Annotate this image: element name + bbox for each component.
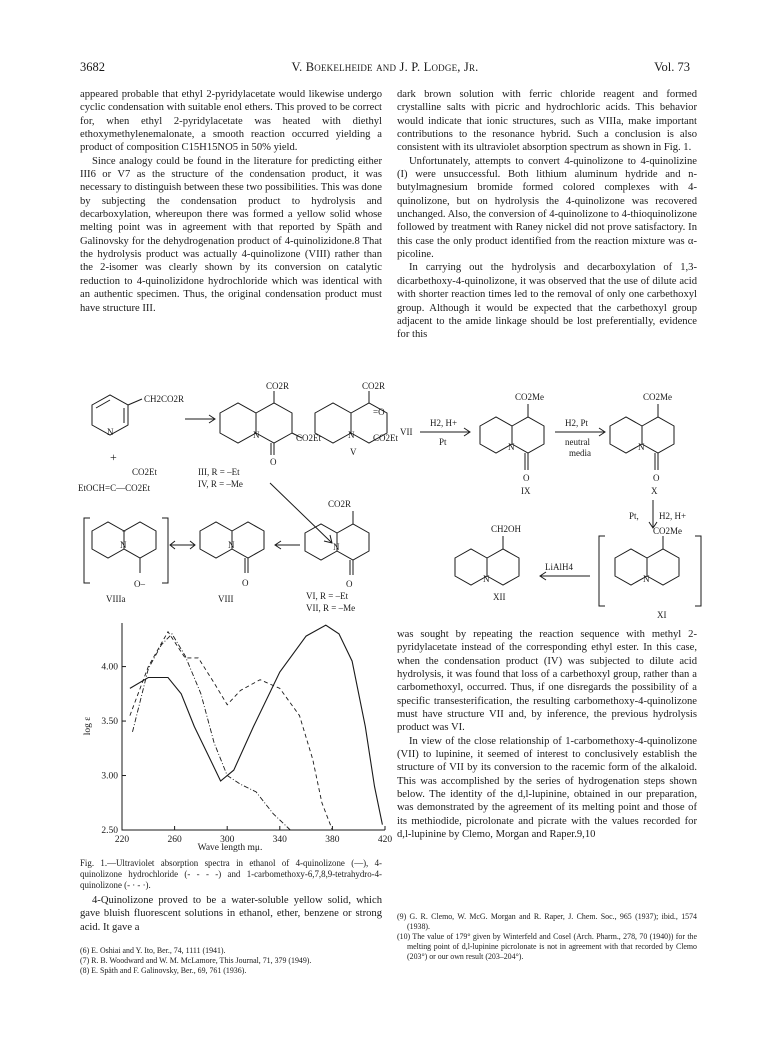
scheme-label: O [242,578,249,588]
paragraph: In view of the close relationship of 1-carbomethoxy-4-quinolizone (VII) to lupinine, it seemed of interest to conclusively establish the structure of VII by its conversion to the racemic form of the alkaloid. This was accomplished by the series of hydrogenation steps shown below. The identity of the d,l-lupinine, obtained in our preparation, was demonstrated by the agreement of its melting point and those of its methiodide, picrolonate and picrate with the values recorded for d,l-lupinine by Clemo, Morgan and Raper.9,10 [397,735,697,841]
scheme-label: XII [493,592,506,602]
page-header [80,60,690,78]
scheme-label: O [270,457,277,467]
scheme-label: H2, H+ [659,511,687,521]
scheme-label: VII [400,427,413,437]
x-axis-label: Wave length mμ. [197,843,263,853]
footnote: (10) The value of 179° given by Winterfeld and Cosel (Arch. Pharm., 278, 70 (1940)) for the melting point of d,l-lupinine picrolonate is not in agreement with that recorded by Clemo (203°) or our own result (203–204°). [397,932,697,961]
paragraph: was sought by repeating the reaction sequence with methyl 2-pyridylacetate instead of the corresponding ethyl ester. In this case, when the condensation product (IV) was subjected to dilute acid hydrolysis, it was found that loss of a carbethoxyl group, rather than a carbomethoxyl, occurred. Thus, if one disregards the possibility of a specific transesterification, the resulting carbomethoxy-4-quinolizone must have structure VII and, by inference, the previous hydrolysis product was VI. [397,629,697,734]
x-tick-label: 420 [377,835,393,845]
scheme-label: neutral [565,437,590,447]
scheme-label: CO2Et [373,433,399,443]
scheme-label: N [643,574,650,584]
scheme-label: VIII [218,594,234,604]
chart-series [130,625,383,830]
scheme-label: =O [373,407,385,417]
scheme-label: N [228,540,235,550]
scheme-label: O [653,473,660,483]
footnotes-right [397,912,697,962]
scheme-label: IV, R = –Me [198,479,243,489]
paragraph: Unfortunately, attempts to convert 4-quinolizone to 4-quinolizine (I) were unsuccessful. Both lithium aluminum hydride and n-butylmagnesium bromide formed colored complexes with 4-quinolizone, but on hydrolysis the 4-quinolizone was recovered unchanged. Also, the conversion of 4-quinolizone to 4-thioquinolizone followed by treatment with Raney nickel did not prove satisfactory. In this case the only product identified from the reaction mixture was α-picoline. [397,155,697,261]
scheme-label: V [350,447,357,457]
scheme-label: CO2Me [515,392,544,402]
scheme-label: CH2OH [491,524,522,534]
series-line-3 [133,634,291,830]
figure-caption: Fig. 1.—Ultraviolet absorption spectra in ethanol of 4-quinolizone (—), 4-quinolizone hydrochloride (- - - -) and 1-carbomethoxy-6,7,8,9-tetrahydro-4-quinolizone (- · - ·). [80,858,382,891]
scheme-label: H2, H+ [430,418,458,428]
y-tick-label: 4.00 [101,662,118,673]
x-tick-label: 300 [220,835,235,845]
y-axis-label: log ε [83,716,93,736]
scheme-label: N [333,542,340,552]
footnotes-left [80,946,382,976]
footnote: (7) R. B. Woodward and W. M. McLamore, This Journal, 71, 379 (1949). [80,956,312,965]
scheme-label: CH2CO2R [144,394,185,404]
scheme-label: Pt [439,437,447,447]
footnote: (9) G. R. Clemo, W. McG. Morgan and R. Raper, J. Chem. Soc., 965 (1937); ibid., 1574 (1938). [397,912,697,931]
scheme-label: IX [521,486,531,496]
scheme-label: CO2R [362,381,386,391]
scheme-label: O [346,579,353,589]
right-column-text [397,88,697,342]
scheme-label: N [120,540,127,550]
paragraph: Since analogy could be found in the literature for predicting either III6 or V7 as the structure of the condensation product, it was necessary to distinguish between these two possibilities. This was done by subjecting the condensation product to hydrolysis and decarboxylation, whereupon there was formed a yellow solid whose melting point was in agreement with that reported by Späth and Galinovsky for the dehydrogenation product of 4-quinolizidone.8 That the hydrolysis product was actually 4-quinolizone (VIII) rather than the 2-isomer was clearly shown by its conversion on catalytic reduction to 4-quinolizidone hydrochloride which was identical with an authentic specimen. Thus, the original condensation product must have structure III. [80,155,382,314]
x-tick-label: 220 [114,835,130,845]
running-title: V. Boekelheide and J. P. Lodge, Jr. [291,60,479,74]
scheme-label: media [569,448,591,458]
page-number: 3682 [80,60,105,74]
y-tick-label: 3.50 [101,717,118,728]
footnote: (8) E. Späth and F. Galinovsky, Ber., 69, 761 (1936). [80,966,247,975]
scheme-label: III, R = –Et [198,467,240,477]
scheme-label: + [122,528,126,536]
x-tick-label: 340 [272,835,287,845]
y-tick-label: 2.50 [101,826,118,836]
chart-ticks [101,663,392,845]
paragraph: dark brown solution with ferric chloride reagent and formed crystalline salts with picric and hydrochloric acids. This behavior would indicate that ionic structures, such as VIIIa, make important contributions to the resonance hybrid. Such a conclusion is also consistent with its ultraviolet absorption spectrum as shown in Fig. 1. [397,89,697,154]
scheme-label: Pt, [629,511,639,521]
scheme-label: O [523,473,530,483]
scheme-label: N [508,442,515,452]
reaction-scheme-left [70,381,399,615]
scheme-label: CO2Et [132,467,158,477]
scheme-label: CO2R [266,381,290,391]
left-column-bottom-text [80,894,382,934]
uv-absorption-chart [80,618,393,853]
scheme-label: CO2Me [643,392,672,402]
series-line-2 [130,632,333,830]
scheme-label: CO2Et [296,433,322,443]
scheme-label: LiAlH4 [545,562,573,572]
paragraph: In carrying out the hydrolysis and decarboxylation of 1,3-dicarbethoxy-4-quinolizone, it was observed that the use of dilute acid with shorter reaction times led to the removal of only one carbethoxyl group. Although it would be expected that the carbethoxyl group adjacent to the amide linkage should be lost preferentially, evidence for this [397,262,697,341]
series-line-1 [130,625,383,824]
scheme-label: H2, Pt [565,418,589,428]
paragraph: 4-Quinolizone proved to be a water-soluble yellow solid, which gave bluish fluorescent solutions in ethanol, ether, benzene or strong acid. It gave a [80,895,382,933]
scheme-label: VII, R = –Me [306,603,356,613]
scheme-label: O– [134,579,145,589]
scheme-label: CO2Me [653,526,682,536]
scheme-label: CO2R [328,499,352,509]
scheme-label: XI [657,610,667,620]
scheme-label: + [110,450,117,464]
scheme-label: N [638,442,645,452]
footnote: (6) E. Oshiai and Y. Ito, Ber., 74, 1111 (1941). [80,946,226,955]
scheme-label: X [651,486,658,496]
scheme-label: N [348,430,355,440]
x-tick-label: 380 [325,835,340,845]
scheme-label: VI, R = –Et [306,591,349,601]
scheme-label: EtOCH=C—CO2Et [78,483,151,493]
y-tick-label: 3.00 [101,771,118,782]
right-column-bottom-text [397,628,697,842]
scheme-label: VIIIa [106,594,126,604]
scheme-label: N [107,427,114,437]
left-column-text [80,88,382,315]
scheme-label: N [483,574,490,584]
scheme-label: N [253,430,260,440]
paragraph: appeared probable that ethyl 2-pyridylacetate would likewise undergo cyclic condensation with suitable enol ethers. This proved to be correct for, when ethyl 2-pyridylacetate was heated with diethyl ethoxymethylenemalonate, a smooth reaction occurred yielding a product of composition C15H15NO5 in 50% yield. [80,89,382,154]
reaction-scheme-right [395,388,705,623]
volume-label: Vol. 73 [654,60,690,74]
x-tick-label: 260 [167,835,182,845]
